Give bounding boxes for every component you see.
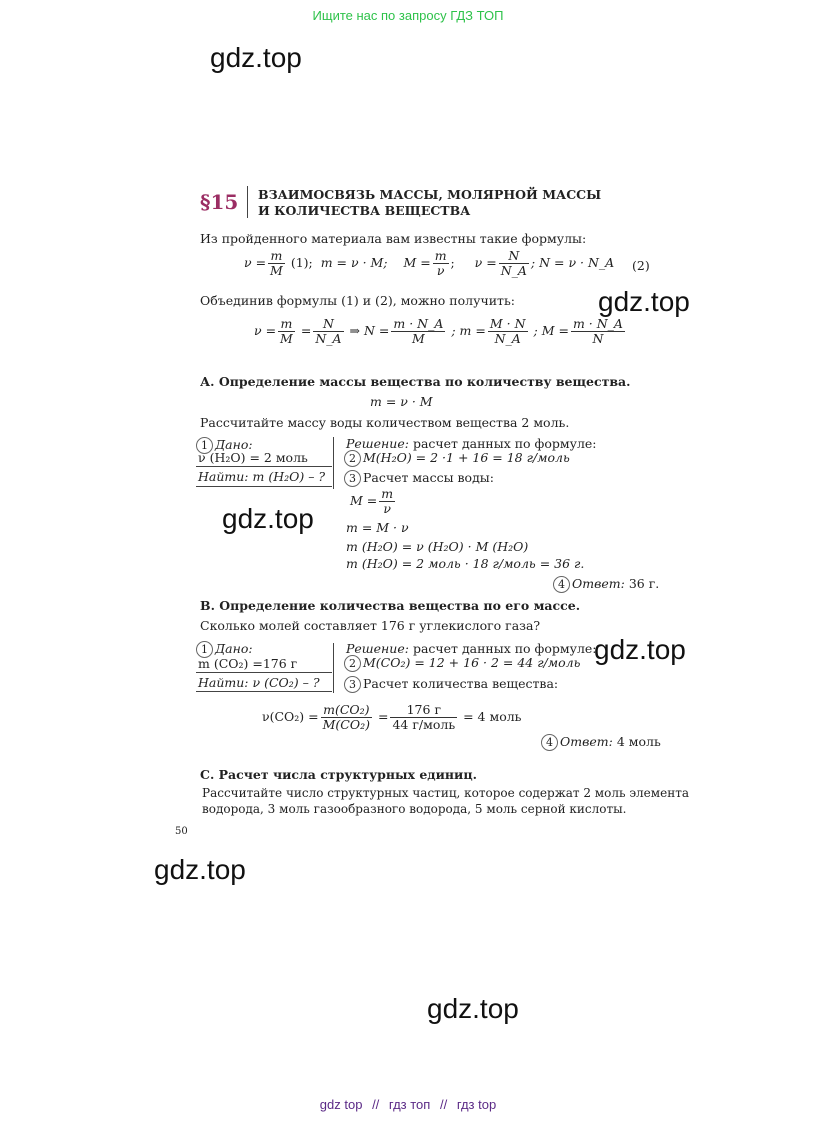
fraction: $\frac{m \cdot N\_A}{M}$: [393, 316, 444, 346]
part-b-step3: 3 Расчет количества вещества:: [344, 676, 558, 693]
footer-separator: //: [439, 1097, 448, 1112]
fraction: $\frac{m}{M}$: [270, 248, 283, 278]
fraction: $\frac{m}{M}$: [280, 316, 293, 346]
section-number: §15: [200, 190, 239, 214]
fraction: $\frac{m}{\nu}$: [434, 248, 447, 278]
watermark: gdz.top: [210, 42, 302, 73]
part-a-line-a: m = M · ν: [346, 520, 409, 535]
footer-link[interactable]: гдз top: [456, 1097, 497, 1112]
fraction: $\frac{\text{m(CO₂)}}{\text{M(CO₂)}}$: [322, 702, 371, 732]
fraction: $\frac{m}{\nu}$: [381, 486, 394, 516]
part-b-calculation: ν(CO₂) = $\frac{\text{m(CO₂)}}{\text{M(CO₂)}}$ = $\frac{176 г}{\text{44 г/моль}}$ = 4 моль: [262, 702, 522, 732]
part-a-formula: m = ν · M: [370, 394, 433, 409]
part-a-find: Найти: m (H₂O) – ?: [198, 469, 326, 484]
solution-divider: [333, 437, 334, 489]
fraction: $\frac{M \cdot N}{N\_A}$: [489, 316, 526, 346]
top-banner[interactable]: Ищите нас по запросу ГДЗ ТОП: [312, 8, 504, 23]
formula-text: ν =: [474, 255, 497, 270]
part-b-solution: Решение: расчет данных по формуле:: [346, 641, 597, 656]
given-divider: [196, 466, 332, 467]
footer-separator: //: [372, 1097, 380, 1112]
formula-text: ; N = ν · N_A: [530, 255, 615, 270]
section-divider: [247, 186, 248, 218]
part-a-line-c: m (H₂O) = 2 моль · 18 г/моль = 36 г.: [346, 556, 585, 571]
step-number: 3: [344, 676, 361, 693]
watermark: gdz.top: [598, 286, 690, 317]
page-number: 50: [175, 826, 188, 837]
part-a-step3: 3 Расчет массы воды:: [344, 470, 494, 487]
section-title-line2: И КОЛИЧЕСТВА ВЕЩЕСТВА: [258, 203, 471, 218]
part-b-task: Сколько молей составляет 176 г углекислого газа?: [200, 618, 541, 633]
footer-links: [0, 1097, 816, 1112]
step-number: 4: [553, 576, 570, 593]
part-a-molar-formula: M = $\frac{m}{\nu}$: [350, 486, 394, 516]
part-a-given-value: ν (H₂O) = 2 моль: [198, 450, 308, 465]
part-a-step2: 2 M(H₂O) = 2 ·1 + 16 = 18 г/моль: [344, 450, 570, 467]
step-number: 4: [541, 734, 558, 751]
formula-tag-2: (2): [632, 258, 650, 273]
part-b-given: 1 Дано:: [196, 641, 253, 658]
part-a-answer: 4 Ответ: 36 г.: [553, 576, 659, 593]
step-number: 3: [344, 470, 361, 487]
footer-link[interactable]: гдз топ: [388, 1097, 431, 1112]
find-divider: [196, 486, 332, 487]
formula-text: M =: [403, 255, 431, 270]
solution-divider: [333, 643, 334, 693]
fraction: $\frac{N}{N\_A}$: [500, 248, 527, 278]
formula-row-2: ν = $\frac{m}{M}$ = $\frac{N}{N\_A}$ ⇒ N = $\frac{m \cdot N\_A}{M}$ ; m = $\frac{M \cdot N}{N\_A}$ ; M = $\frac{m \cdot N\_A}{N}$: [254, 316, 623, 346]
part-c-heading: С. Расчет числа структурных единиц.: [200, 767, 477, 782]
formula-tag: (1);: [290, 255, 313, 270]
step-number: 1: [196, 641, 213, 658]
watermark: gdz.top: [594, 634, 686, 665]
part-b-answer: 4 Ответ: 4 моль: [541, 734, 661, 751]
footer-link[interactable]: gdz top: [319, 1097, 363, 1112]
section-title-line1: ВЗАИМОСВЯЗЬ МАССЫ, МОЛЯРНОЙ МАССЫ: [258, 187, 602, 202]
watermark: gdz.top: [222, 503, 314, 534]
given-divider: [196, 672, 332, 673]
step-number: 2: [344, 655, 361, 672]
step-number: 1: [196, 437, 213, 454]
formula-row-1: ν = $\frac{m}{M}$ (1); m = ν · M; M = $\frac{m}{\nu}$ ; ν = $\frac{N}{N\_A}$ ; N = ν · N_A: [244, 248, 615, 278]
fraction: $\frac{N}{N\_A}$: [315, 316, 342, 346]
part-b-find: Найти: ν (CO₂) – ?: [198, 675, 320, 690]
watermark: gdz.top: [154, 854, 246, 885]
part-c-text-line2: водорода, 3 моль газообразного водорода, 5 моль серной кислоты.: [202, 802, 627, 816]
fraction: $\frac{m \cdot N\_A}{N}$: [572, 316, 623, 346]
part-b-step2: 2 M(CO₂) = 12 + 16 · 2 = 44 г/моль: [344, 655, 580, 672]
formula-text: ν =: [244, 255, 267, 270]
watermark: gdz.top: [427, 993, 519, 1024]
part-b-given-value: m (CO₂) =176 г: [198, 656, 298, 671]
part-a-line-b: m (H₂O) = ν (H₂O) · M (H₂O): [346, 539, 529, 554]
part-a-given: 1 Дано:: [196, 437, 253, 454]
find-divider: [196, 691, 332, 692]
part-b-heading: В. Определение количества вещества по его массе.: [200, 598, 581, 613]
part-a-task: Рассчитайте массу воды количеством вещества 2 моль.: [200, 415, 570, 430]
fraction: $\frac{176 г}{\text{44 г/моль}}$: [392, 702, 456, 732]
step-number: 2: [344, 450, 361, 467]
part-a-heading: А. Определение массы вещества по количеству вещества.: [200, 374, 631, 389]
part-a-solution: Решение: расчет данных по формуле:: [346, 436, 597, 451]
combine-text: Объединив формулы (1) и (2), можно получить:: [200, 293, 515, 308]
intro-text: Из пройденного материала вам известны такие формулы:: [200, 231, 587, 246]
formula-text: m = ν · M;: [320, 255, 388, 270]
part-c-text-line1: Рассчитайте число структурных частиц, которое содержат 2 моль элемента: [202, 786, 689, 800]
